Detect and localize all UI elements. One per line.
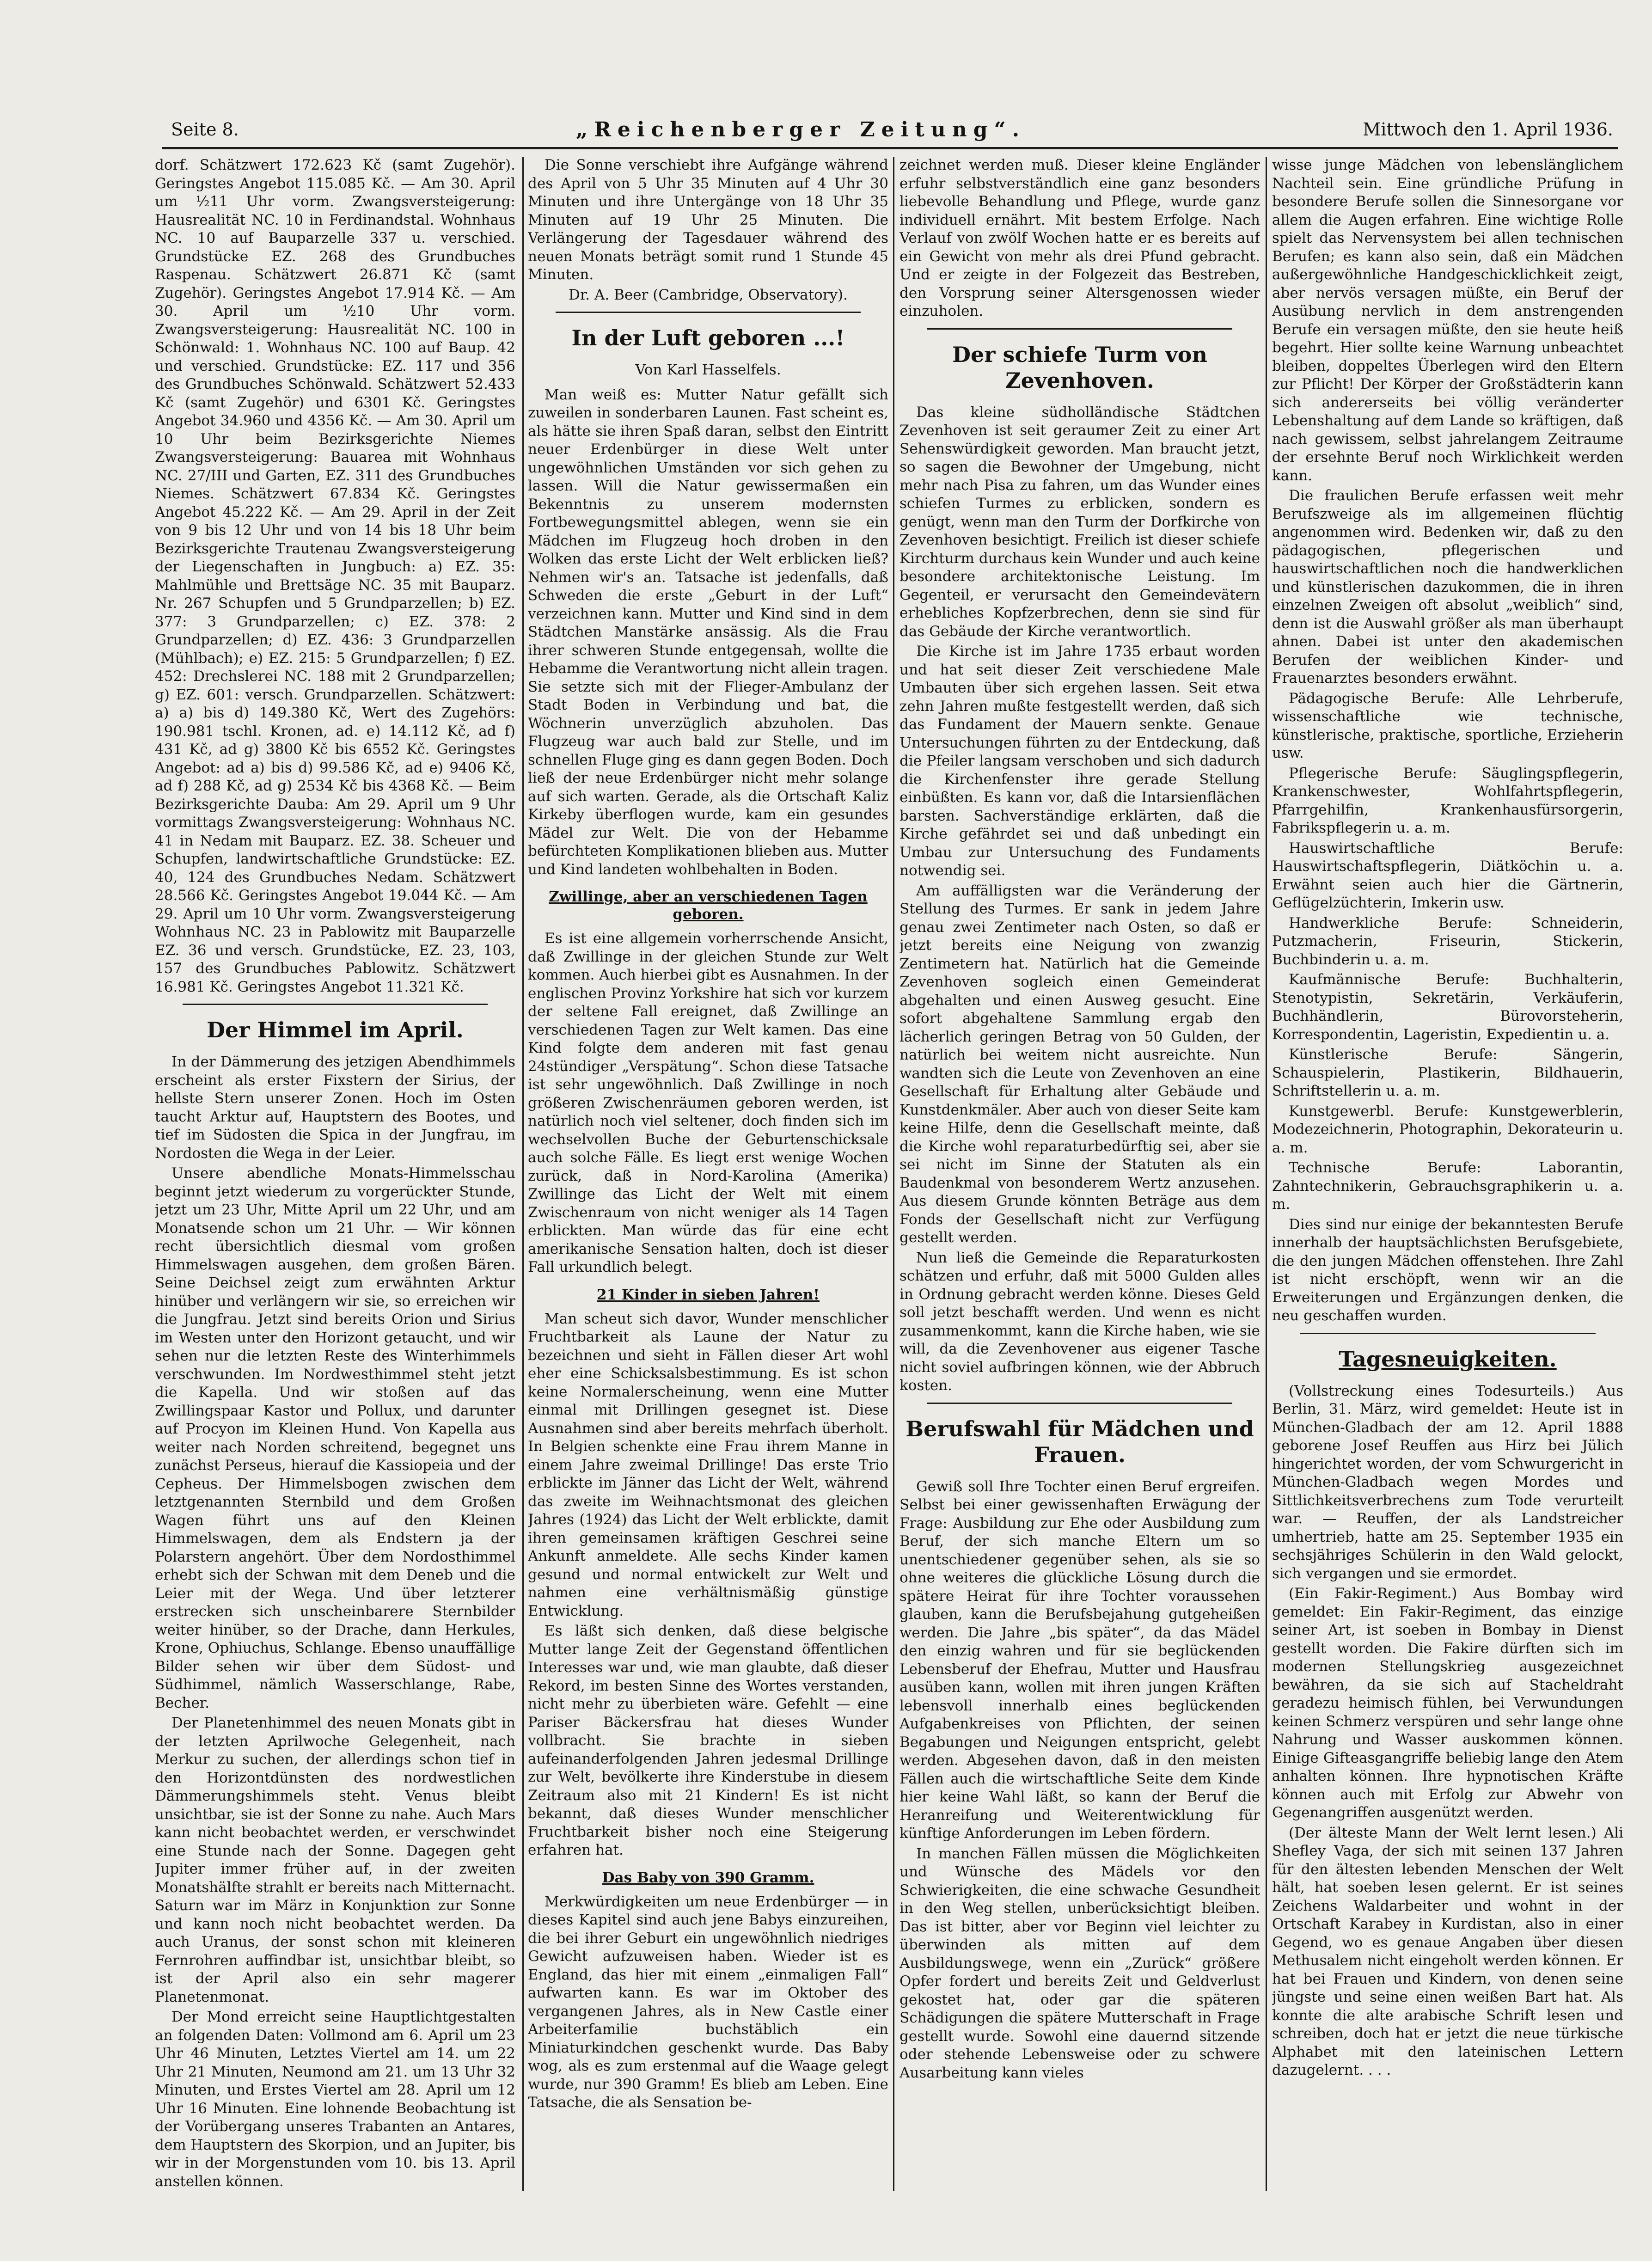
career-list-item: Kunstgewerbl. Berufe: Kunstgewerblerin, Modezeichnerin, Photographin, Dekorateurin u. a. m. — [1272, 1103, 1623, 1156]
auction-notices: dorf. Schätzwert 172.623 Kč (samt Zugehör). Geringstes Angebot 115.085 Kč. — Am 30. April um ½11 Uhr vorm. Zwangsversteigerung: Hausrealität NC. 10 in Ferdinandstal. Wohnhaus NC. 10 auf Bauparzelle 337 u. verschied. Grundstücke EZ. 268 des Grundbuches Raspenau. Schätzwert 26.871 Kč (samt Zugehör). Geringstes Angebot 17.914 Kč. — Am 30. April um ½10 Uhr vorm. Zwangsversteigerung: Hausrealität NC. 100 in Schönwald: 1. Wohnhaus NC. 100 auf Baup. 42 und verschied. Grundstücke: EZ. 117 und 356 des Grundbuches Schönwald. Schätzwert 52.433 Kč (samt Zugehör) und 6301 Kč. Geringstes Angebot 34.960 und 4356 Kč. — Am 30. April um 10 Uhr beim Bezirksgerichte Niemes Zwangsversteigerung: Bauarea mit Wohnhaus NC. 27/III und Garten, EZ. 311 des Grundbuches Niemes. Schätzwert 67.834 Kč. Geringstes Angebot 45.222 Kč. — Am 29. April in der Zeit von 9 bis 12 Uhr und von 14 bis 18 Uhr beim Bezirksgerichte Trautenau Zwangsversteigerung der Liegenschaften in Jungbuch: a) EZ. 35: Mahlmühle und Brettsäge NC. 35 mit Bauparz. Nr. 267 Schupfen und 5 Grundparzellen; b) EZ. 377: 3 Grundparzellen; c) EZ. 378: 2 Grundparzellen; d) EZ. 436: 3 Grundparzellen (Mühlbach); e) EZ. 215: 5 Grundparzellen; f) EZ. 452: Drechslerei NC. 188 mit 2 Grundparzellen; g) EZ. 601: versch. Grundparzellen. Schätzwert: a) a) bis d) 149.380 Kč, Wert des Zugehörs: 190.981 tschl. Kronen, ad. e) 14.112 Kč, ad f) 431 Kč, ad g) 3800 Kč bis 6552 Kč. Geringstes Angebot: ad a) bis d) 99.586 Kč, ad e) 9406 Kč, ad f) 288 Kč, ad g) 2534 Kč bis 4368 Kč. — Beim Bezirksgerichte Dauba: Am 29. April um 9 Uhr vormittags Zwangsversteigerung: Wohnhaus NC. 41 in Nedam mit Bauparz. EZ. 38. Scheuer und Schupfen, landwirtschaftliche Grundstücke: EZ. 40, 124 des Grundbuches Nedam. Schätzwert 28.566 Kč. Geringstes Angebot 19.044 Kč. — Am 29. April um 10 Uhr vorm. Zwangsversteigerung Wohnhaus NC. 23 in Pablowitz mit Bauparzelle EZ. 36 und versch. Grundstücke, EZ. 23, 103, 157 des Grundbuches Pablowitz. Schätzwert 16.981 Kč. Geringstes Angebot 11.321 Kč. — [155, 157, 515, 995]
paragraph: Dies sind nur einige der bekanntesten Berufe innerhalb der hauptsächlichsten Berufsgebiete, die den jungen Mädchen offenstehen. Ihre Zahl ist nicht erschöpft, wenn wir an die Erweiterungen und Ergänzungen denken, die neu geschaffen wurden. — [1272, 1216, 1623, 1324]
paragraph: Der Mond erreicht seine Hauptlichtgestalten an folgenden Daten: Vollmond am 6. April um 23 Uhr 46 Minuten, Letztes Viertel am 14. um 22 Uhr 21 Minuten, Neumond am 21. um 13 Uhr 32 Minuten, und Erstes Viertel am 28. April um 12 Uhr 16 Minuten. Eine lohnende Beobachtung ist der Vorübergang unseres Trabanten an Antares, dem Hauptstern des Skorpion, und an Jupiter, bis wir in der Morgenstunden vom 10. bis 13. April anstellen können. — [155, 2009, 515, 2190]
section-rule — [556, 312, 861, 313]
article-title-news: Tagesneuigkeiten. — [1339, 1346, 1557, 1372]
paragraph: zeichnet werden muß. Dieser kleine Engländer erfuhr selbstverständlich eine ganz besonders liebevolle Behandlung und Pflege, wurde ganz individuell ernährt. Mit bestem Erfolge. Nach Verlauf von zwölf Wochen hatte er es bereits auf ein Gewicht von mehr als drei Pfund gebracht. Und er zeigte in der Folgezeit das Bestreben, den Vorsprung seiner Altersgenossen wieder einzuholen. — [899, 157, 1260, 319]
paragraph: Gewiß soll Ihre Tochter einen Beruf ergreifen. Selbst bei einer gewissenhaften Erwägung der Frage: Ausbildung zur Ehe oder Ausbildung zum Beruf, der sich manche Eltern um so unentschiedener gegenüber sehen, als sie so ohne weiteres die glückliche Lösung durch die spätere Heirat für ihre Tochter voraussehen glauben, kann die Berufsbejahung gutgeheißen werden. Die Jahre „bis später“, da das Mädel den einzig wahren und für sie beglückenden Lebensberuf der Ehefrau, Mutter und Hausfrau ausüben kann, wollen mit ihren jungen Kräften lebensvoll innerhalb eines beglückenden Aufgabenkreises von Pflichten, der seinen Begabungen und Neigungen entspricht, gelebt werden. Abgesehen davon, daß in den meisten Fällen auch die wirtschaftliche Seite dem Kinde hier keine Wahl läßt, so kann der Beruf die Heranreifung und Weiterentwicklung für künftige Anforderungen im Leben fördern. — [899, 1478, 1260, 1842]
subheading-baby: Das Baby von 390 Gramm. — [602, 1869, 814, 1886]
author-signature: Dr. A. Beer (Cambridge, Observatory). — [569, 286, 848, 303]
section-rule — [927, 328, 1232, 330]
column-1 — [155, 156, 515, 2200]
career-list-item: Pädagogische Berufe: Alle Lehrberufe, wissenschaftliche wie technische, künstlerische, praktische, sportliche, Erzieherin usw. — [1272, 690, 1623, 761]
career-list-item: Kaufmännische Berufe: Buchhalterin, Stenotypistin, Sekretärin, Verkäuferin, Buchhändlerin, Bürovorsteherin, Korrespondentin, Lageristin, Expedientin u. a. — [1272, 971, 1623, 1043]
paragraph: wisse junge Mädchen von lebenslänglichem Nachteil sein. Eine gründliche Prüfung in besondere Berufe sollen die Sinnesorgane vor allem die Augen erfahren. Eine wichtige Rolle spielt das Nervensystem bei allen technischen Berufen; es kann also sein, daß ein Mädchen außergewöhnliche Handgeschicklichkeit zeigt, aber nervös versagen müßte, ein Beruf der Ausübung nervlich in dem anstrengenden Berufe ein versagen müßte, den sie heute heiß begehrt. Hier sollte keine Warnung unbeachtet bleiben, doppeltes Überlegen wird den Eltern zur Pflicht! Der Körper der Großstädterin kann sich andererseits bei völlig veränderter Lebenshaltung auf dem Lande so kräftigen, daß nach gewissem, selbst jahrelangem Zeitraume der ersehnte Beruf noch Wirklichkeit werden kann. — [1272, 157, 1623, 484]
issue-date: Mittwoch den 1. April 1936. — [1363, 119, 1613, 140]
paragraph: Unsere abendliche Monats-Himmelsschau beginnt jetzt wiederum zu vorgerückter Stunde, jetzt um 23 Uhr, Mitte April um 22 Uhr, und am Monatsende schon um 21 Uhr. — Wir können recht übersichtlich diesmal vom großen Himmelswagen ausgehen, dem großen Bären. Seine Deichsel zeigt zum erwähnten Arktur hinüber und verlängern wir sie, so erreichen wir die Jungfrau. Jetzt sind bereits Orion und Sirius im Westen unter den Horizont getaucht, und wir sehen nur die letzten Reste des Winterhimmels verschwunden. Im Nordwesthimmel steht jetzt die Kapella. Und wir stoßen auf das Zwillingspaar Kastor und Pollux, und darunter auf Procyon im Kleinen Hund. Von Kapella aus weiter nach Norden schreitend, begegnet uns zunächst Perseus, hierauf die Kassiopeia und der Cepheus. Der Himmelsbogen zwischen dem letztgenannten Sternbild und dem Großen Wagen führt uns auf den Kleinen Himmelswagen, dem als Endstern ja der Polarstern angehört. Über dem Nordosthimmel erhebt sich der Schwan mit dem Deneb und die Leier mit der Wega. Und über letzterer erstrecken sich unscheinbarere Sternbilder weiter hinüber, so der Drache, dann Herkules, Krone, Ophiuchus, Schlange. Ebenso unauffällige Bilder sehen wir über dem Südost- und Südhimmel, nämlich Wasserschlange, Rabe, Becher. — [155, 1165, 515, 1711]
article-title-sky: Der Himmel im April. — [207, 1017, 464, 1042]
column-3 — [899, 156, 1260, 2200]
news-item: (Ein Fakir-Regiment.) Aus Bombay wird gemeldet: Ein Fakir-Regiment, das einzige seiner Art, ist soeben in Bombay in Dienst gestellt worden. Die Fakire dürften sich im modernen Stellungskrieg ausgezeichnet bewähren, da sie sich auf Stacheldraht geradezu heimisch fühlen, bei Verwundungen keinen Schmerz verspüren und sehr lange ohne Nahrung und Wasser auskommen können. Einige Gifteasgangriffe beliebig lange den Atem anhalten können. Ihre hypnotischen Kräfte können auch mit Erfolg zur Abwehr von Gegenangriffen ausgenützt werden. — [1272, 1585, 1623, 1821]
column-divider — [1266, 157, 1267, 2191]
paragraph: Die fraulichen Berufe erfassen weit mehr Berufszweige als im allgemeinen flüchtig angenommen wird. Bedenken wir, daß zu den pädagogischen, pflegerischen und hauswirtschaftlichen noch die handwerklichen und künstlerischen dazukommen, die in ihren einzelnen Zweigen oft absolut „weiblich“ sind, denn ist die Auswahl größer als man überhaupt ahnen. Dabei ist unter den akademischen Berufen der weiblichen Kinder- und Frauenarztes besonders erwähnt. — [1272, 487, 1623, 686]
career-list-item: Handwerkliche Berufe: Schneiderin, Putzmacherin, Friseurin, Stickerin, Buchbinderin u. a. m. — [1272, 914, 1623, 968]
article-title-air: In der Luft geboren ...! — [571, 325, 845, 350]
paragraph: Merkwürdigkeiten um neue Erdenbürger — in dieses Kapitel sind auch jene Babys einzureihen, die bei ihrer Geburt ein ungewöhnlich niedriges Gewicht aufzuweisen haben. Wieder ist es England, das hier mit einem „einmaligen Fall“ aufwarten kann. Es war im Oktober des vergangenen Jahres, als in New Castle einer Arbeiterfamilie buchstäblich ein Miniaturkindchen geschenkt wurde. Das Baby wog, als es zum erstenmal auf die Waage gelegt wurde, nur 390 Gramm! Es blieb am Leben. Eine Tatsache, die als Sensation be- — [528, 1893, 888, 2111]
paragraph: Die Kirche ist im Jahre 1735 erbaut worden und hat seit dieser Zeit verschiedene Male Umbauten über sich ergehen lassen. Seit etwa zehn Jahren mußte festgestellt werden, daß sich das Fundament der Mauern senkte. Genaue Untersuchungen führten zu der Entdeckung, daß die Pfeiler langsam verschoben und sich dadurch die Kirchenfenster ihre gerade Stellung einbüßten. Es kann vor, daß die Intarsienflächen barsten. Sachverständige erklärten, daß die Kirche gefährdet sei und daß unbedingt ein Umbau zur Untersuchung des Fundaments notwendig sei. — [899, 643, 1260, 879]
paragraph: Es läßt sich denken, daß diese belgische Mutter lange Zeit der Gegenstand öffentlichen Interesses war und, wie man glaubte, daß dieser Rekord, im besten Sinne des Wortes verstanden, nicht mehr zu überbieten wäre. Gefehlt — eine Pariser Bäckersfrau hat dieses Wunder vollbracht. Sie brachte in sieben aufeinanderfolgenden Jahren jedesmal Drillinge zur Welt, bevölkerte ihre Kinderstube in diesem Zeitraum also mit 21 Kindern! Es ist nicht bekannt, daß dieses Wunder menschlicher Fruchtbarkeit bisher noch eine Steigerung erfahren hat. — [528, 1623, 888, 1858]
news-item: (Vollstreckung eines Todesurteils.) Aus Berlin, 31. März, wird gemeldet: Heute ist in München-Gladbach der am 12. April 1888 geborene Josef Reuffen aus Hirz bei Jülich hingerichtet worden, der vom Schwurgericht in München-Gladbach wegen Mordes und Sittlichkeitsverbrechens zum Tode verurteilt war. — Reuffen, der als Landstreicher umhertrieb, hatte am 25. September 1935 ein sechsjähriges Schülerin in den Wald gelockt, sich vergangen und sie ermordet. — [1272, 1382, 1623, 1582]
header-rule — [162, 147, 1618, 149]
subheading-21-kinder: 21 Kinder in sieben Jahren! — [597, 1286, 820, 1303]
paragraph: In manchen Fällen müssen die Möglichkeiten und Wünsche des Mädels vor den Schwierigkeiten, die eine schwache Gesundheit in den Weg stellen, unberücksichtigt bleiben. Das ist bitter, aber vor Beginn viel leichter zu überwinden als mitten auf dem Ausbildungswege, wenn ein „Zurück“ größere Opfer fordert und bereits Zeit und Geldverlust gekostet hat, oder gar die späteren Schädigungen die spätere Mutterschaft in Frage gestellt wurde. Sowohl eine dauernd sitzende oder stehende Lebensweise oder zu schwere Ausarbeitung kann vieles — [899, 1845, 1260, 2081]
article-title-tower: Der schiefe Turm von Zevenhoven. — [952, 342, 1207, 393]
paragraph: Die Sonne verschiebt ihre Aufgänge während des April von 5 Uhr 35 Minuten auf 4 Uhr 30 Minuten und ihre Untergänge von 18 Uhr 35 Minuten auf 19 Uhr 25 Minuten. Die Verlängerung der Tagesdauer während des neuen Monats beträgt somit rund 1 Stunde 45 Minuten. — [528, 157, 888, 283]
page-number: Seite 8. — [171, 119, 239, 140]
paragraph: Das kleine südholländische Städtchen Zevenhoven ist seit geraumer Zeit zu einer Art Sehenswürdigkeit geworden. Man braucht jetzt, so sagen die Bewohner der Umgebung, nicht mehr nach Pisa zu fahren, um das Wunder eines schiefen Turmes zu erblicken, sondern es genügt, wenn man den Turm der Dorfkirche von Zevenhoven besichtigt. Freilich ist dieser schiefe Kirchturm durchaus kein Wunder und auch keine besondere architektonische Leistung. Im Gegenteil, er verursacht den Gemeindevätern erhebliches Kopfzerbrechen, denn sie sind für das Gebäude der Kirche verantwortlich. — [899, 404, 1260, 640]
section-rule — [1300, 1333, 1596, 1334]
paragraph: Nun ließ die Gemeinde die Reparaturkosten schätzen und erfuhr, daß mit 5000 Gulden alles in Ordnung gebracht werden könne. Dieses Geld soll jetzt beschafft werden. Und wenn es nicht zusammenkommt, kann die Kirche haben, wie sie will, da die Zevenhovener aus eigener Tasche nicht soviel aufbringen können, wie der Abbruch kosten. — [899, 1249, 1260, 1394]
column-divider — [893, 157, 894, 2191]
career-list-item: Hauswirtschaftliche Berufe: Hauswirtschaftspflegerin, Diätköchin u. a. Erwähnt seien auch hier die Gärtnerin, Geflügelzüchterin, Imkerin usw. — [1272, 839, 1623, 911]
byline: Von Karl Hasselfels. — [635, 362, 781, 378]
column-2 — [528, 156, 888, 2200]
column-divider — [522, 157, 524, 2191]
section-rule — [183, 1004, 488, 1005]
paragraph: Der Planetenhimmel des neuen Monats gibt in der letzten Aprilwoche Gelegenheit, nach Merkur zu suchen, der allerdings schon tief in den Horizontdünsten des nordwestlichen Dämmerungshimmels steht. Venus bleibt unsichtbar, sie ist der Sonne zu nahe. Auch Mars kann nicht beobachtet werden, er verschwindet eine Stunde nach der Sonne. Dagegen geht Jupiter immer früher auf, in der zweiten Monatshälfte strahlt er bereits nach Mitternacht. Saturn war im März in Konjunktion zur Sonne und kann noch nicht beobachtet werden. Da auch Uranus, der sonst schon mit kleineren Fernrohren auffindbar ist, unsichtbar bleibt, so ist der April also ein sehr magerer Planetenmonat. — [155, 1715, 515, 2005]
paragraph: Man scheut sich davor, Wunder menschlicher Fruchtbarkeit als Laune der Natur zu bezeichnen und sieht in Fällen dieser Art wohl eher eine Schicksalsbestimmung. Es ist schon keine Normalerscheinung, wenn eine Mutter einmal mit Drillingen gesegnet ist. Diese Ausnahmen sind aber bereits mehrfach überholt. In Belgien schenkte eine Frau ihrem Manne in einem Jahre zweimal Drillinge! Das erste Trio erblickte im Jänner das Licht der Welt, während das zweite im Weihnachtsmonat des gleichen Jahres (1924) das Licht der Welt erblickte, damit ihren gemeinsamen kräftigen Geschrei seine Ankunft anmeldete. Alle sechs Kinder kamen gesund und normal entwickelt zur Welt und nahmen eine verhältnismäßig günstige Entwicklung. — [528, 1310, 888, 1619]
news-item: (Der älteste Mann der Welt lernt lesen.) Ali Shefley Vaga, der sich mit seinen 137 Jahren für den ältesten lebenden Menschen der Welt hält, hat soeben lesen gelernt. Er ist seines Zeichens Waldarbeiter und wohnt in der Ortschaft Karabey in Kurdistan, also in einer Gegend, wo es genaue Angaben über diesen Methusalem nicht eingeholt werden können. Er hat bei Frauen und Kindern, von denen seine jüngste und seine einen weißen Bart hat. Als konnte die alte arabische Schrift lesen und schreiben, doch hat er jetzt die neue türkische Alphabet mit den lateinischen Lettern dazugelernt. . . . — [1272, 1824, 1623, 2078]
section-rule — [927, 1403, 1232, 1404]
career-list-item: Pflegerische Berufe: Säuglingspflegerin, Krankenschwester, Wohlfahrtspflegerin, Pfarrgehilfin, Krankenhausfürsorgerin, Fabrikspflegerin u. a. m. — [1272, 765, 1623, 836]
column-4 — [1272, 156, 1623, 2200]
paragraph: Man weiß es: Mutter Natur gefällt sich zuweilen in sonderbaren Launen. Fast scheint es, als hätte sie ihren Spaß daran, selbst den Eintritt neuer Erdenbürger in diese Welt unter ungewöhnlichen Umständen vor sich gehen zu lassen. Will die Natur gewissermaßen ein Bekenntnis zu unserem modernsten Fortbewegungsmittel ablegen, wenn sie ein Mädchen im Flugzeug hoch droben in den Wolken das erste Licht der Welt erblicken ließ? Nehmen wir's an. Tatsache ist jedenfalls, daß Schweden die erste „Geburt in der Luft“ verzeichnen kann. Mutter und Kind sind in dem Städtchen Manstärke ansässig. Als die Frau ihrer schweren Stunde entgegensah, wollte die Hebamme die Verantwortung nicht allein tragen. Sie setzte sich mit der Flieger-Ambulanz der Stadt Boden in Verbindung und bat, die Wöchnerin unverzüglich abzuholen. Das Flugzeug war auch bald zur Stelle, und im schnellen Fluge ging es dann gegen Boden. Doch ließ der neue Erdenbürger nicht mehr solange auf sich warten. Gerade, als die Ortschaft Kaliz Kirkeby überflogen wurde, kam ein gesundes Mädel zur Welt. Die von der Hebamme befürchteten Komplikationen blieben aus. Mutter und Kind landeten wohlbehalten in Boden. — [528, 386, 888, 878]
career-list-item: Künstlerische Berufe: Sängerin, Schauspielerin, Plastikerin, Bildhauerin, Schriftstellerin u. a. m. — [1272, 1046, 1623, 1099]
article-title-career: Berufswahl für Mädchen und Frauen. — [906, 1416, 1254, 1467]
subheading-twins: Zwillinge, aber an verschiedenen Tagen geboren. — [549, 888, 868, 923]
paragraph: Am auffälligsten war die Veränderung der Stellung des Turmes. Er sank in jedem Jahre genau zwei Zentimeter nach Osten, so daß er jetzt bereits eine Neigung von zwanzig Zentimetern hat. Natürlich hat die Gemeinde Zevenhoven sogleich einen Gemeinderat abgehalten und einen Ausweg gesucht. Eine sofort abgehaltene Sammlung ergab den lächerlich geringen Betrag von 50 Gulden, der natürlich bei weitem nicht ausreichte. Nun wandten sich die Leute von Zevenhoven an eine Gesellschaft für Erhaltung alter Gebäude und Kunstdenkmäler. Aber auch von dieser Seite kam keine Hilfe, denn die Gesellschaft meinte, daß die Kirche wohl reparaturbedürftig sei, aber sie sei nicht im Sinne der Statuten als ein Baudenkmal von besonderem Wertz anzusehen. Aus diesem Grunde könnten Beträge aus dem Fonds der Gesellschaft nicht zur Verfügung gestellt werden. — [899, 882, 1260, 1246]
masthead: „Reichenberger Zeitung“. — [576, 117, 1026, 141]
career-list-item: Technische Berufe: Laborantin, Zahntechnikerin, Gebrauchsgraphikerin u. a. m. — [1272, 1159, 1623, 1213]
paragraph: Es ist eine allgemein vorherrschende Ansicht, daß Zwillinge in der gleichen Stunde zur Welt kommen. Auch hierbei gibt es Ausnahmen. In der englischen Provinz Yorkshire hat sich vor kurzem der seltene Fall ereignet, daß Zwillinge an verschiedenen Tagen zur Welt kamen. Das eine Kind folgte dem anderen mit fast genau 24stündiger „Verspätung“. Schon diese Tatsache ist sehr ungewöhnlich. Daß Zwillinge in noch größeren Zwischenräumen geboren werden, ist natürlich noch viel seltener, doch finden sich im wechselvollen Buche der Geburtenschicksale auch solche Fälle. Es liegt erst wenige Wochen zurück, daß in Nord-Karolina (Amerika) Zwillinge das Licht der Welt mit einem Zwischenraum von nicht weniger als 14 Tagen erblickten. Man würde das für eine echt amerikanische Sensation halten, doch ist dieser Fall urkundlich belegt. — [528, 930, 888, 1275]
page-header — [171, 113, 1613, 146]
paragraph: In der Dämmerung des jetzigen Abendhimmels erscheint als erster Fixstern der Sirius, der hellste Stern unserer Zonen. Hoch im Osten taucht Arktur auf, Hauptstern des Bootes, und tief im Südosten die Spica in der Jungfrau, im Nordosten die Wega in der Leier. — [155, 1054, 515, 1162]
